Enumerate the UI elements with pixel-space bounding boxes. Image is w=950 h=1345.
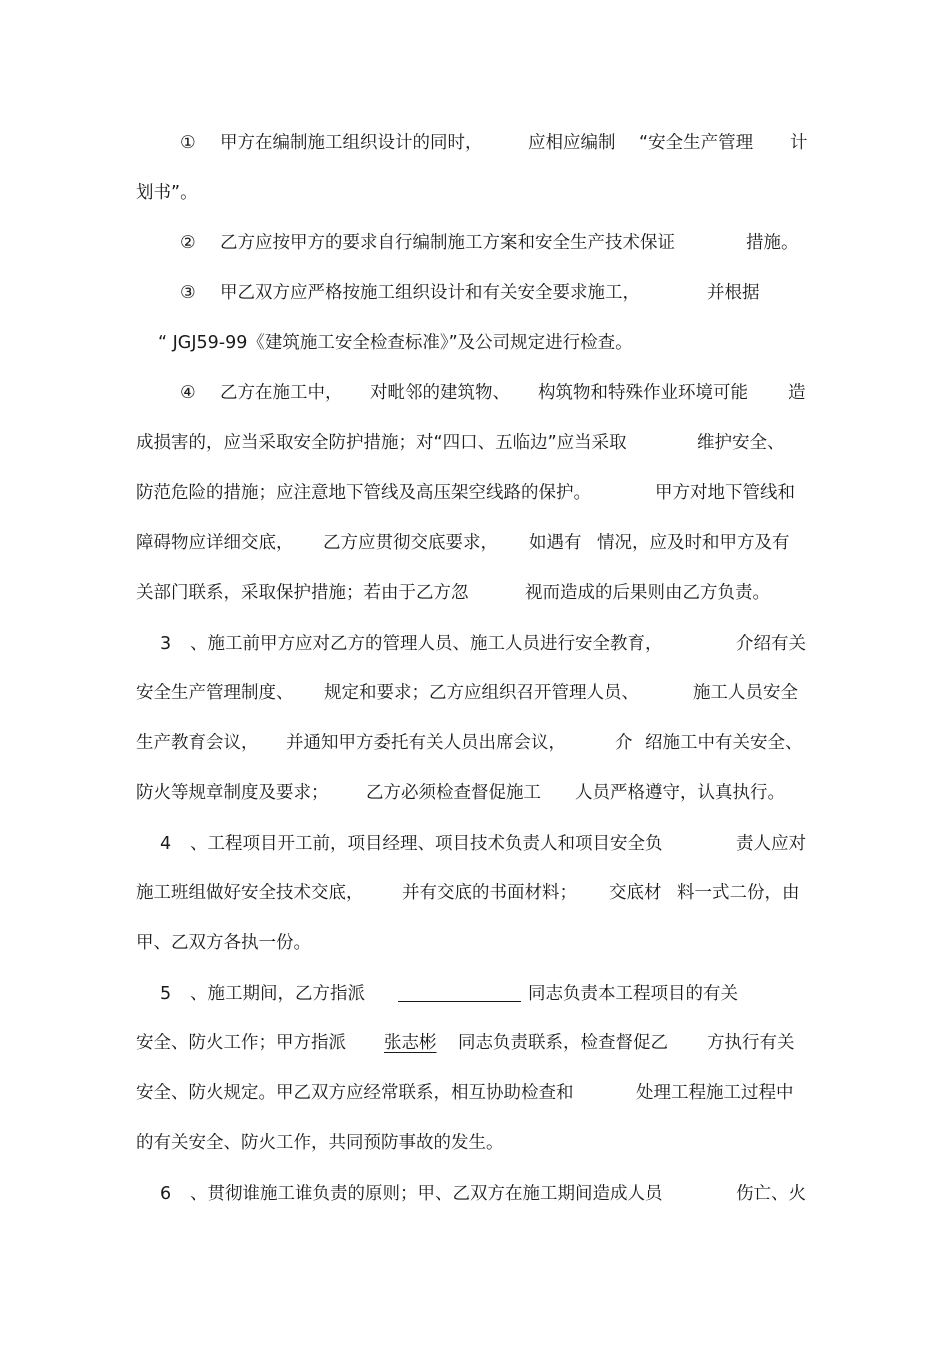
text-segment: 甲、乙双方各执一份。	[136, 933, 311, 953]
text-segment: 应相应编制	[528, 133, 616, 153]
text-segment: 绍施工中有关安全、	[645, 733, 803, 753]
clause-marker: ④	[180, 383, 196, 403]
text-segment: 安全生产管理制度、	[136, 683, 294, 703]
text-segment: 同志负责本工程项目的有关	[528, 984, 738, 1004]
blank-fill-line	[398, 1001, 521, 1002]
text-line	[0, 730, 803, 756]
text-line	[0, 981, 738, 1007]
text-line	[0, 880, 800, 906]
text-segment: 料一式二份，由	[677, 883, 800, 903]
text-line	[0, 1181, 806, 1207]
text-segment: 介绍有关	[736, 634, 806, 654]
text-segment: 情况，应及时和甲方及有	[597, 533, 790, 553]
text-line	[0, 1080, 794, 1106]
text-segment: “ JGJ59-99《建筑施工安全检查标准》”及公司规定进行检查。	[158, 333, 633, 353]
text-segment: 甲乙双方应严格按施工组织设计和有关安全要求施工，	[220, 283, 640, 303]
clause-number: 4	[160, 834, 172, 854]
text-segment: 维护安全、	[697, 433, 785, 453]
clause-marker: ②	[180, 233, 196, 253]
text-line	[0, 631, 806, 657]
text-line	[0, 680, 798, 706]
text-line	[0, 480, 795, 506]
text-segment: 、施工前甲方应对乙方的管理人员、施工人员进行安全教育，	[190, 634, 663, 654]
text-line	[0, 380, 806, 406]
text-segment: 构筑物和特殊作业环境可能	[538, 383, 748, 403]
clause-marker: ①	[180, 133, 196, 153]
text-segment: 伤亡、火	[736, 1184, 806, 1204]
text-segment: 生产教育会议，	[136, 733, 259, 753]
text-segment: 施工人员安全	[693, 683, 798, 703]
text-segment: 乙方在施工中，	[220, 383, 343, 403]
text-segment: 、施工期间，乙方指派	[190, 984, 365, 1004]
text-segment: 划书”。	[136, 183, 198, 203]
text-segment: 责人应对	[736, 834, 806, 854]
text-segment: 介	[615, 733, 633, 753]
text-line	[0, 1130, 504, 1156]
text-segment: 障碍物应详细交底，	[136, 533, 294, 553]
text-segment: 安全、防火规定。甲乙双方应经常联系，相互协助检查和	[136, 1083, 574, 1103]
text-segment: 的有关安全、防火工作，共同预防事故的发生。	[136, 1133, 504, 1153]
text-segment: 乙方必须检查督促施工	[366, 783, 541, 803]
text-segment: 乙方应贯彻交底要求，	[323, 533, 498, 553]
text-segment: 并根据	[707, 283, 760, 303]
text-segment: 方执行有关	[707, 1033, 795, 1053]
clause-number: 6	[160, 1184, 172, 1204]
text-line	[0, 330, 633, 356]
text-segment: 、工程项目开工前，项目经理、项目技术负责人和项目安全负	[190, 834, 663, 854]
clause-number: 3	[160, 634, 172, 654]
text-segment: “安全生产管理	[639, 133, 754, 153]
text-line	[0, 130, 808, 156]
text-segment: 防火等规章制度及要求；	[136, 783, 329, 803]
text-segment: 并通知甲方委托有关人员出席会议，	[286, 733, 566, 753]
text-segment: 规定和要求；乙方应组织召开管理人员、	[324, 683, 639, 703]
text-segment: 措施。	[746, 233, 799, 253]
clause-number: 5	[160, 984, 172, 1004]
text-line	[0, 430, 785, 456]
clause-marker: ③	[180, 283, 196, 303]
text-line	[0, 180, 198, 206]
text-segment: 并有交底的书面材料；	[402, 883, 577, 903]
text-line	[0, 780, 785, 806]
text-line	[0, 930, 311, 956]
text-segment: 施工班组做好安全技术交底，	[136, 883, 364, 903]
text-segment: 成损害的，应当采取安全防护措施；对“四口、五临边”应当采取	[136, 433, 627, 453]
assignee-name: 张志彬	[384, 1033, 437, 1053]
text-segment: 如遇有	[529, 533, 582, 553]
text-segment: 乙方应按甲方的要求自行编制施工方案和安全生产技术保证	[220, 233, 675, 253]
text-segment: 计	[790, 133, 808, 153]
text-segment: 人员严格遵守，认真执行。	[575, 783, 785, 803]
text-segment: 关部门联系，采取保护措施；若由于乙方忽	[136, 583, 469, 603]
text-segment: 防范危险的措施；应注意地下管线及高压架空线路的保护。	[136, 483, 591, 503]
text-segment: 安全、防火工作；甲方指派	[136, 1033, 346, 1053]
text-segment: 同志负责联系，检查督促乙	[458, 1033, 668, 1053]
text-line	[0, 580, 770, 606]
text-segment: 对毗邻的建筑物、	[370, 383, 510, 403]
text-line	[0, 1030, 795, 1056]
text-segment: 处理工程施工过程中	[636, 1083, 794, 1103]
text-segment: 甲方对地下管线和	[655, 483, 795, 503]
text-segment: 造	[788, 383, 806, 403]
text-line	[0, 530, 790, 556]
text-segment: 交底材	[609, 883, 662, 903]
text-segment: 、贯彻谁施工谁负责的原则；甲、乙双方在施工期间造成人员	[190, 1184, 663, 1204]
text-line	[0, 230, 799, 256]
text-segment: 视而造成的后果则由乙方负责。	[525, 583, 770, 603]
text-line	[0, 831, 806, 857]
text-line	[0, 280, 760, 306]
text-segment: 甲方在编制施工组织设计的同时，	[220, 133, 483, 153]
